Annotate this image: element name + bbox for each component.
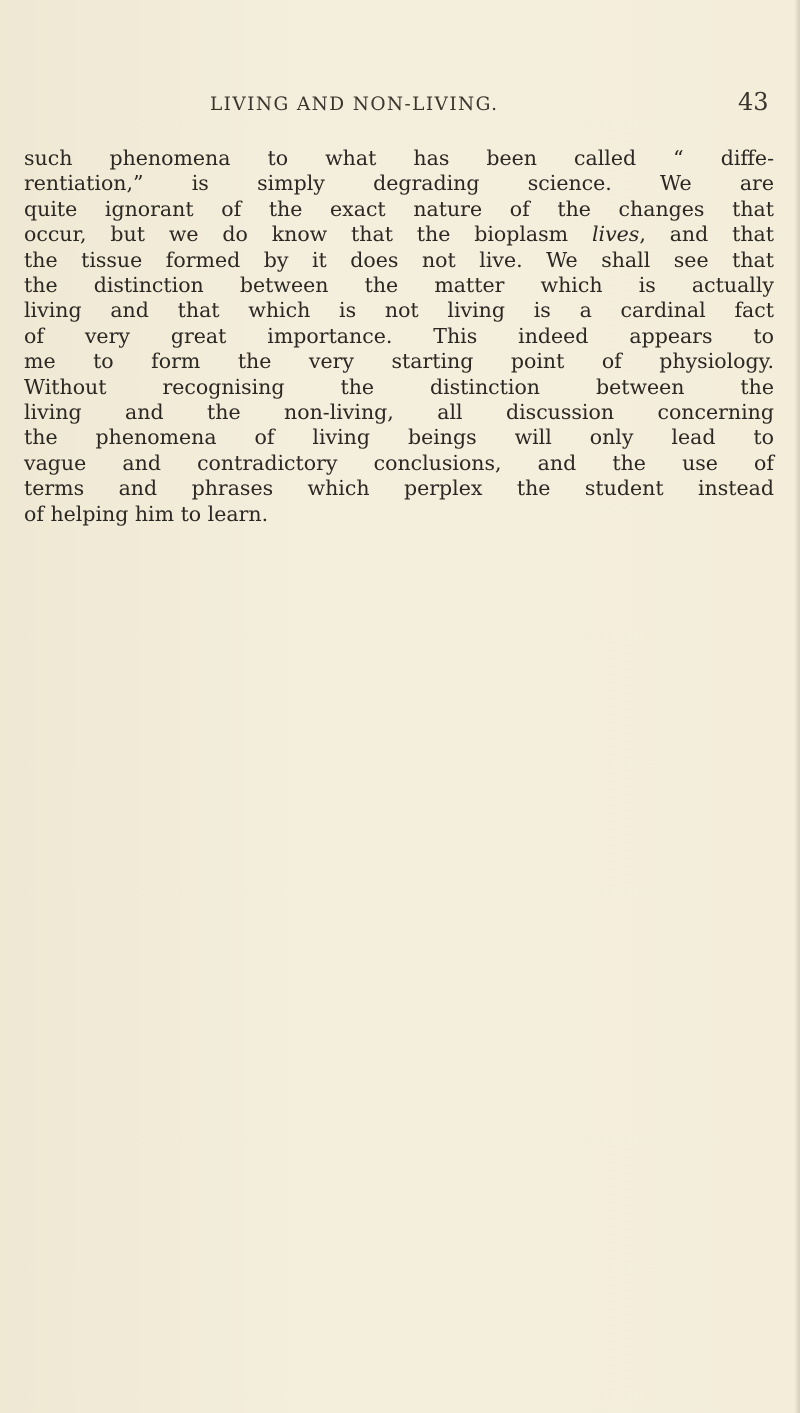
- running-head: LIVING AND NON-LIVING.: [210, 94, 499, 115]
- text-line: terms and phrases which perplex the student instead: [24, 476, 774, 501]
- text-line: living and the non-living, all discussion concerning: [24, 400, 774, 425]
- text-line: living and that which is not living is a cardinal fact: [24, 298, 774, 323]
- text-line: of very great importance. This indeed appears to: [24, 323, 774, 348]
- text-line: of helping him to learn.: [24, 501, 269, 526]
- text-line: such phenomena to what has been called “ diffe-: [24, 146, 774, 170]
- page-edge-shadow: [794, 0, 800, 1413]
- text-segment: , and that: [639, 222, 774, 247]
- italic-word: lives: [591, 222, 640, 247]
- text-line: the tissue formed by it does not live. We shall see that: [24, 247, 774, 272]
- body-paragraph: [24, 146, 774, 527]
- text-segment: occur, but we do know that the bioplasm: [24, 222, 592, 247]
- text-line: quite ignorant of the exact nature of the changes that: [24, 196, 774, 221]
- text-line: the distinction between the matter which is actually: [24, 273, 774, 298]
- text-line: Without recognising the distinction between the: [24, 374, 774, 399]
- text-line: [24, 222, 774, 247]
- text-line: rentiation,” is simply degrading science. We are: [24, 171, 774, 196]
- page-number: 43: [738, 88, 769, 116]
- text-line: vague and contradictory conclusions, and the use of: [24, 450, 774, 475]
- text-line: me to form the very starting point of physiology.: [24, 349, 774, 374]
- text-line: the phenomena of living beings will only lead to: [24, 425, 774, 450]
